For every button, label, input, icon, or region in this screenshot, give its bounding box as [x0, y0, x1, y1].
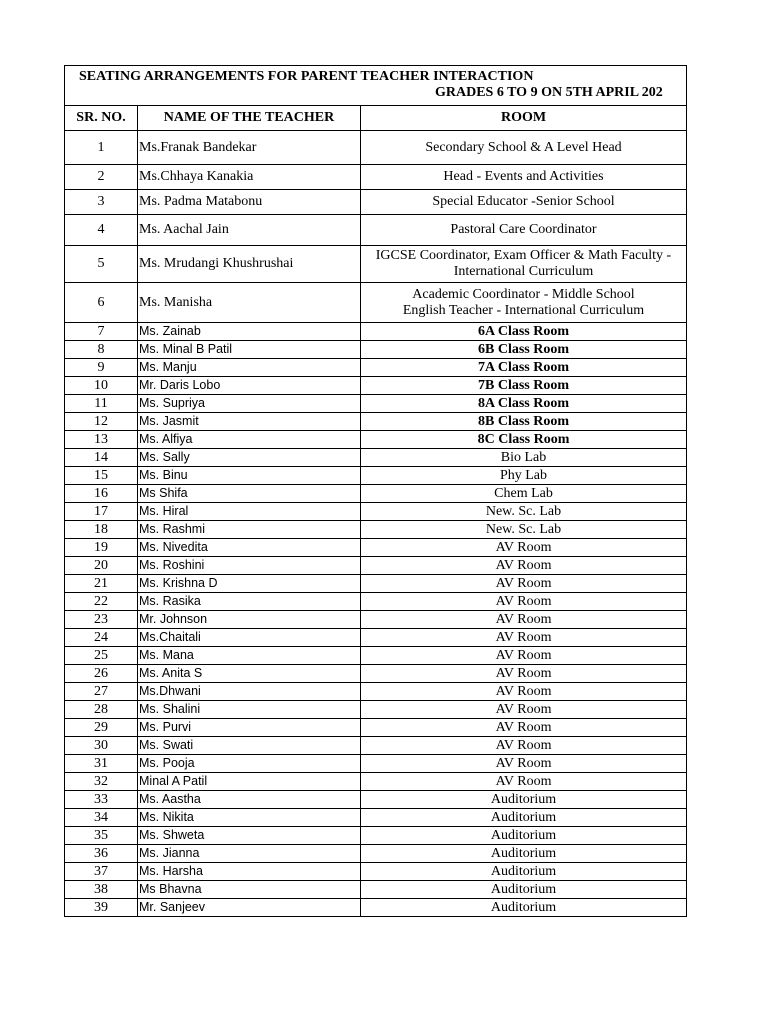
table-row [65, 283, 687, 323]
table-row [65, 521, 687, 539]
room-cell: 8C Class Room [361, 431, 687, 449]
teacher-name-cell: Ms. Padma Matabonu [138, 190, 361, 215]
room-cell: Pastoral Care Coordinator [361, 215, 687, 246]
room-cell: Auditorium [361, 881, 687, 899]
room-cell: New. Sc. Lab [361, 503, 687, 521]
room-cell: Secondary School & A Level Head [361, 131, 687, 165]
table-row [65, 629, 687, 647]
sr-cell: 29 [65, 719, 138, 737]
title-line-1: SEATING ARRANGEMENTS FOR PARENT TEACHER INTERACTION [79, 69, 534, 84]
room-cell: Auditorium [361, 863, 687, 881]
teacher-name-cell: Ms. Jasmit [138, 413, 361, 431]
teacher-name-cell: Ms. Aachal Jain [138, 215, 361, 246]
room-cell: AV Room [361, 665, 687, 683]
sr-cell: 21 [65, 575, 138, 593]
teacher-name-cell: Ms. Binu [138, 467, 361, 485]
table-row [65, 341, 687, 359]
teacher-name-cell: Mr. Daris Lobo [138, 377, 361, 395]
table-row [65, 665, 687, 683]
table-row [65, 359, 687, 377]
sr-cell: 36 [65, 845, 138, 863]
room-cell: 6B Class Room [361, 341, 687, 359]
table-row [65, 593, 687, 611]
sr-cell: 32 [65, 773, 138, 791]
table-row [65, 557, 687, 575]
teacher-name-cell: Ms. Pooja [138, 755, 361, 773]
sr-cell: 14 [65, 449, 138, 467]
table-row [65, 737, 687, 755]
sr-cell: 34 [65, 809, 138, 827]
teacher-name-cell: Ms. Sally [138, 449, 361, 467]
teacher-name-cell: Ms. Minal B Patil [138, 341, 361, 359]
sr-cell: 8 [65, 341, 138, 359]
sr-cell: 33 [65, 791, 138, 809]
room-line-1: Academic Coordinator - Middle School [412, 286, 635, 302]
teacher-name-cell: Mr. Sanjeev [138, 899, 361, 917]
sr-cell: 11 [65, 395, 138, 413]
table-row [65, 827, 687, 845]
sr-cell: 27 [65, 683, 138, 701]
room-cell: Special Educator -Senior School [361, 190, 687, 215]
room-cell: AV Room [361, 593, 687, 611]
teacher-name-cell: Ms. Alfiya [138, 431, 361, 449]
sr-cell: 22 [65, 593, 138, 611]
teacher-name-cell: Ms. Anita S [138, 665, 361, 683]
room-cell: 7B Class Room [361, 377, 687, 395]
table-row [65, 611, 687, 629]
sr-cell: 5 [65, 246, 138, 283]
table-row [65, 395, 687, 413]
table-row [65, 215, 687, 246]
table-row [65, 719, 687, 737]
room-cell: Chem Lab [361, 485, 687, 503]
table-row [65, 539, 687, 557]
teacher-name-cell: Ms. Nivedita [138, 539, 361, 557]
teacher-name-cell: Ms Shifa [138, 485, 361, 503]
table-row [65, 503, 687, 521]
table-row [65, 647, 687, 665]
room-cell: 6A Class Room [361, 323, 687, 341]
room-cell: 8A Class Room [361, 395, 687, 413]
teacher-name-cell: Ms. Roshini [138, 557, 361, 575]
sr-cell: 30 [65, 737, 138, 755]
sr-cell: 28 [65, 701, 138, 719]
room-cell: New. Sc. Lab [361, 521, 687, 539]
teacher-name-cell: Minal A Patil [138, 773, 361, 791]
table-row [65, 377, 687, 395]
room-cell: AV Room [361, 719, 687, 737]
teacher-name-cell: Ms. Manisha [138, 283, 361, 323]
sr-cell: 19 [65, 539, 138, 557]
teacher-name-cell: Ms.Dhwani [138, 683, 361, 701]
room-cell: Head - Events and Activities [361, 165, 687, 190]
header-sr-no: SR. NO. [65, 106, 138, 131]
sr-cell: 13 [65, 431, 138, 449]
teacher-name-cell: Ms. Harsha [138, 863, 361, 881]
teacher-name-cell: Ms. Aastha [138, 791, 361, 809]
sr-cell: 12 [65, 413, 138, 431]
teacher-name-cell: Ms. Manju [138, 359, 361, 377]
header-room: ROOM [361, 106, 687, 131]
teacher-name-cell: Ms. Krishna D [138, 575, 361, 593]
sr-cell: 24 [65, 629, 138, 647]
sr-cell: 20 [65, 557, 138, 575]
room-cell: AV Room [361, 611, 687, 629]
sr-cell: 35 [65, 827, 138, 845]
teacher-name-cell: Ms. Zainab [138, 323, 361, 341]
room-cell: AV Room [361, 755, 687, 773]
room-line-2: International Curriculum [453, 264, 594, 279]
room-cell: AV Room [361, 701, 687, 719]
teacher-name-cell: Ms. Shalini [138, 701, 361, 719]
sr-cell: 39 [65, 899, 138, 917]
sr-cell: 3 [65, 190, 138, 215]
table-row [65, 863, 687, 881]
room-cell: AV Room [361, 647, 687, 665]
sr-cell: 16 [65, 485, 138, 503]
sr-cell: 18 [65, 521, 138, 539]
table-row [65, 165, 687, 190]
table-row [65, 845, 687, 863]
teacher-name-cell: Ms. Mrudangi Khushrushai [138, 246, 361, 283]
room-cell: AV Room [361, 557, 687, 575]
room-cell: AV Room [361, 773, 687, 791]
table-row [65, 701, 687, 719]
title-line-2: GRADES 6 TO 9 ON 5TH APRIL 202 [435, 85, 663, 100]
teacher-name-cell: Ms. Hiral [138, 503, 361, 521]
teacher-name-cell: Mr. Johnson [138, 611, 361, 629]
sr-cell: 31 [65, 755, 138, 773]
table-row [65, 431, 687, 449]
sr-cell: 23 [65, 611, 138, 629]
table-row [65, 881, 687, 899]
sr-cell: 26 [65, 665, 138, 683]
room-cell: 7A Class Room [361, 359, 687, 377]
seating-table [64, 65, 687, 917]
sr-cell: 2 [65, 165, 138, 190]
table-row [65, 449, 687, 467]
room-cell: Auditorium [361, 809, 687, 827]
room-cell: AV Room [361, 737, 687, 755]
table-row [65, 323, 687, 341]
teacher-name-cell: Ms. Nikita [138, 809, 361, 827]
header-teacher-name: NAME OF THE TEACHER [138, 106, 361, 131]
teacher-name-cell: Ms.Franak Bandekar [138, 131, 361, 165]
table-row [65, 683, 687, 701]
sr-cell: 37 [65, 863, 138, 881]
sr-cell: 7 [65, 323, 138, 341]
sr-cell: 4 [65, 215, 138, 246]
table-row [65, 131, 687, 165]
room-cell: Auditorium [361, 899, 687, 917]
teacher-name-cell: Ms. Jianna [138, 845, 361, 863]
teacher-name-cell: Ms. Purvi [138, 719, 361, 737]
teacher-name-cell: Ms. Supriya [138, 395, 361, 413]
room-cell: Auditorium [361, 827, 687, 845]
room-cell: AV Room [361, 575, 687, 593]
sr-cell: 9 [65, 359, 138, 377]
table-row [65, 413, 687, 431]
room-cell: AV Room [361, 539, 687, 557]
table-row [65, 755, 687, 773]
teacher-name-cell: Ms.Chaitali [138, 629, 361, 647]
table-row [65, 575, 687, 593]
table-row [65, 899, 687, 917]
table-row [65, 246, 687, 283]
teacher-name-cell: Ms. Mana [138, 647, 361, 665]
room-cell: Auditorium [361, 845, 687, 863]
table-row [65, 190, 687, 215]
teacher-name-cell: Ms. Rashmi [138, 521, 361, 539]
teacher-name-cell: Ms. Swati [138, 737, 361, 755]
table-row [65, 485, 687, 503]
room-cell: AV Room [361, 629, 687, 647]
sr-cell: 10 [65, 377, 138, 395]
sr-cell: 15 [65, 467, 138, 485]
room-cell [361, 283, 687, 323]
title-cell [65, 66, 687, 106]
sr-cell: 38 [65, 881, 138, 899]
room-line-2: English Teacher - International Curriculum [402, 302, 645, 318]
teacher-name-cell: Ms.Chhaya Kanakia [138, 165, 361, 190]
teacher-name-cell: Ms Bhavna [138, 881, 361, 899]
sr-cell: 1 [65, 131, 138, 165]
teacher-name-cell: Ms. Rasika [138, 593, 361, 611]
room-cell: Auditorium [361, 791, 687, 809]
room-line-1: IGCSE Coordinator, Exam Officer & Math Faculty - [375, 248, 672, 263]
room-cell: Bio Lab [361, 449, 687, 467]
room-cell: 8B Class Room [361, 413, 687, 431]
header-row [65, 106, 687, 131]
sr-cell: 6 [65, 283, 138, 323]
table-row [65, 773, 687, 791]
teacher-name-cell: Ms. Shweta [138, 827, 361, 845]
sr-cell: 25 [65, 647, 138, 665]
room-cell [361, 246, 687, 283]
room-cell: Phy Lab [361, 467, 687, 485]
table-row [65, 791, 687, 809]
table-row [65, 467, 687, 485]
seating-sheet [64, 65, 686, 917]
sr-cell: 17 [65, 503, 138, 521]
room-cell: AV Room [361, 683, 687, 701]
table-row [65, 809, 687, 827]
